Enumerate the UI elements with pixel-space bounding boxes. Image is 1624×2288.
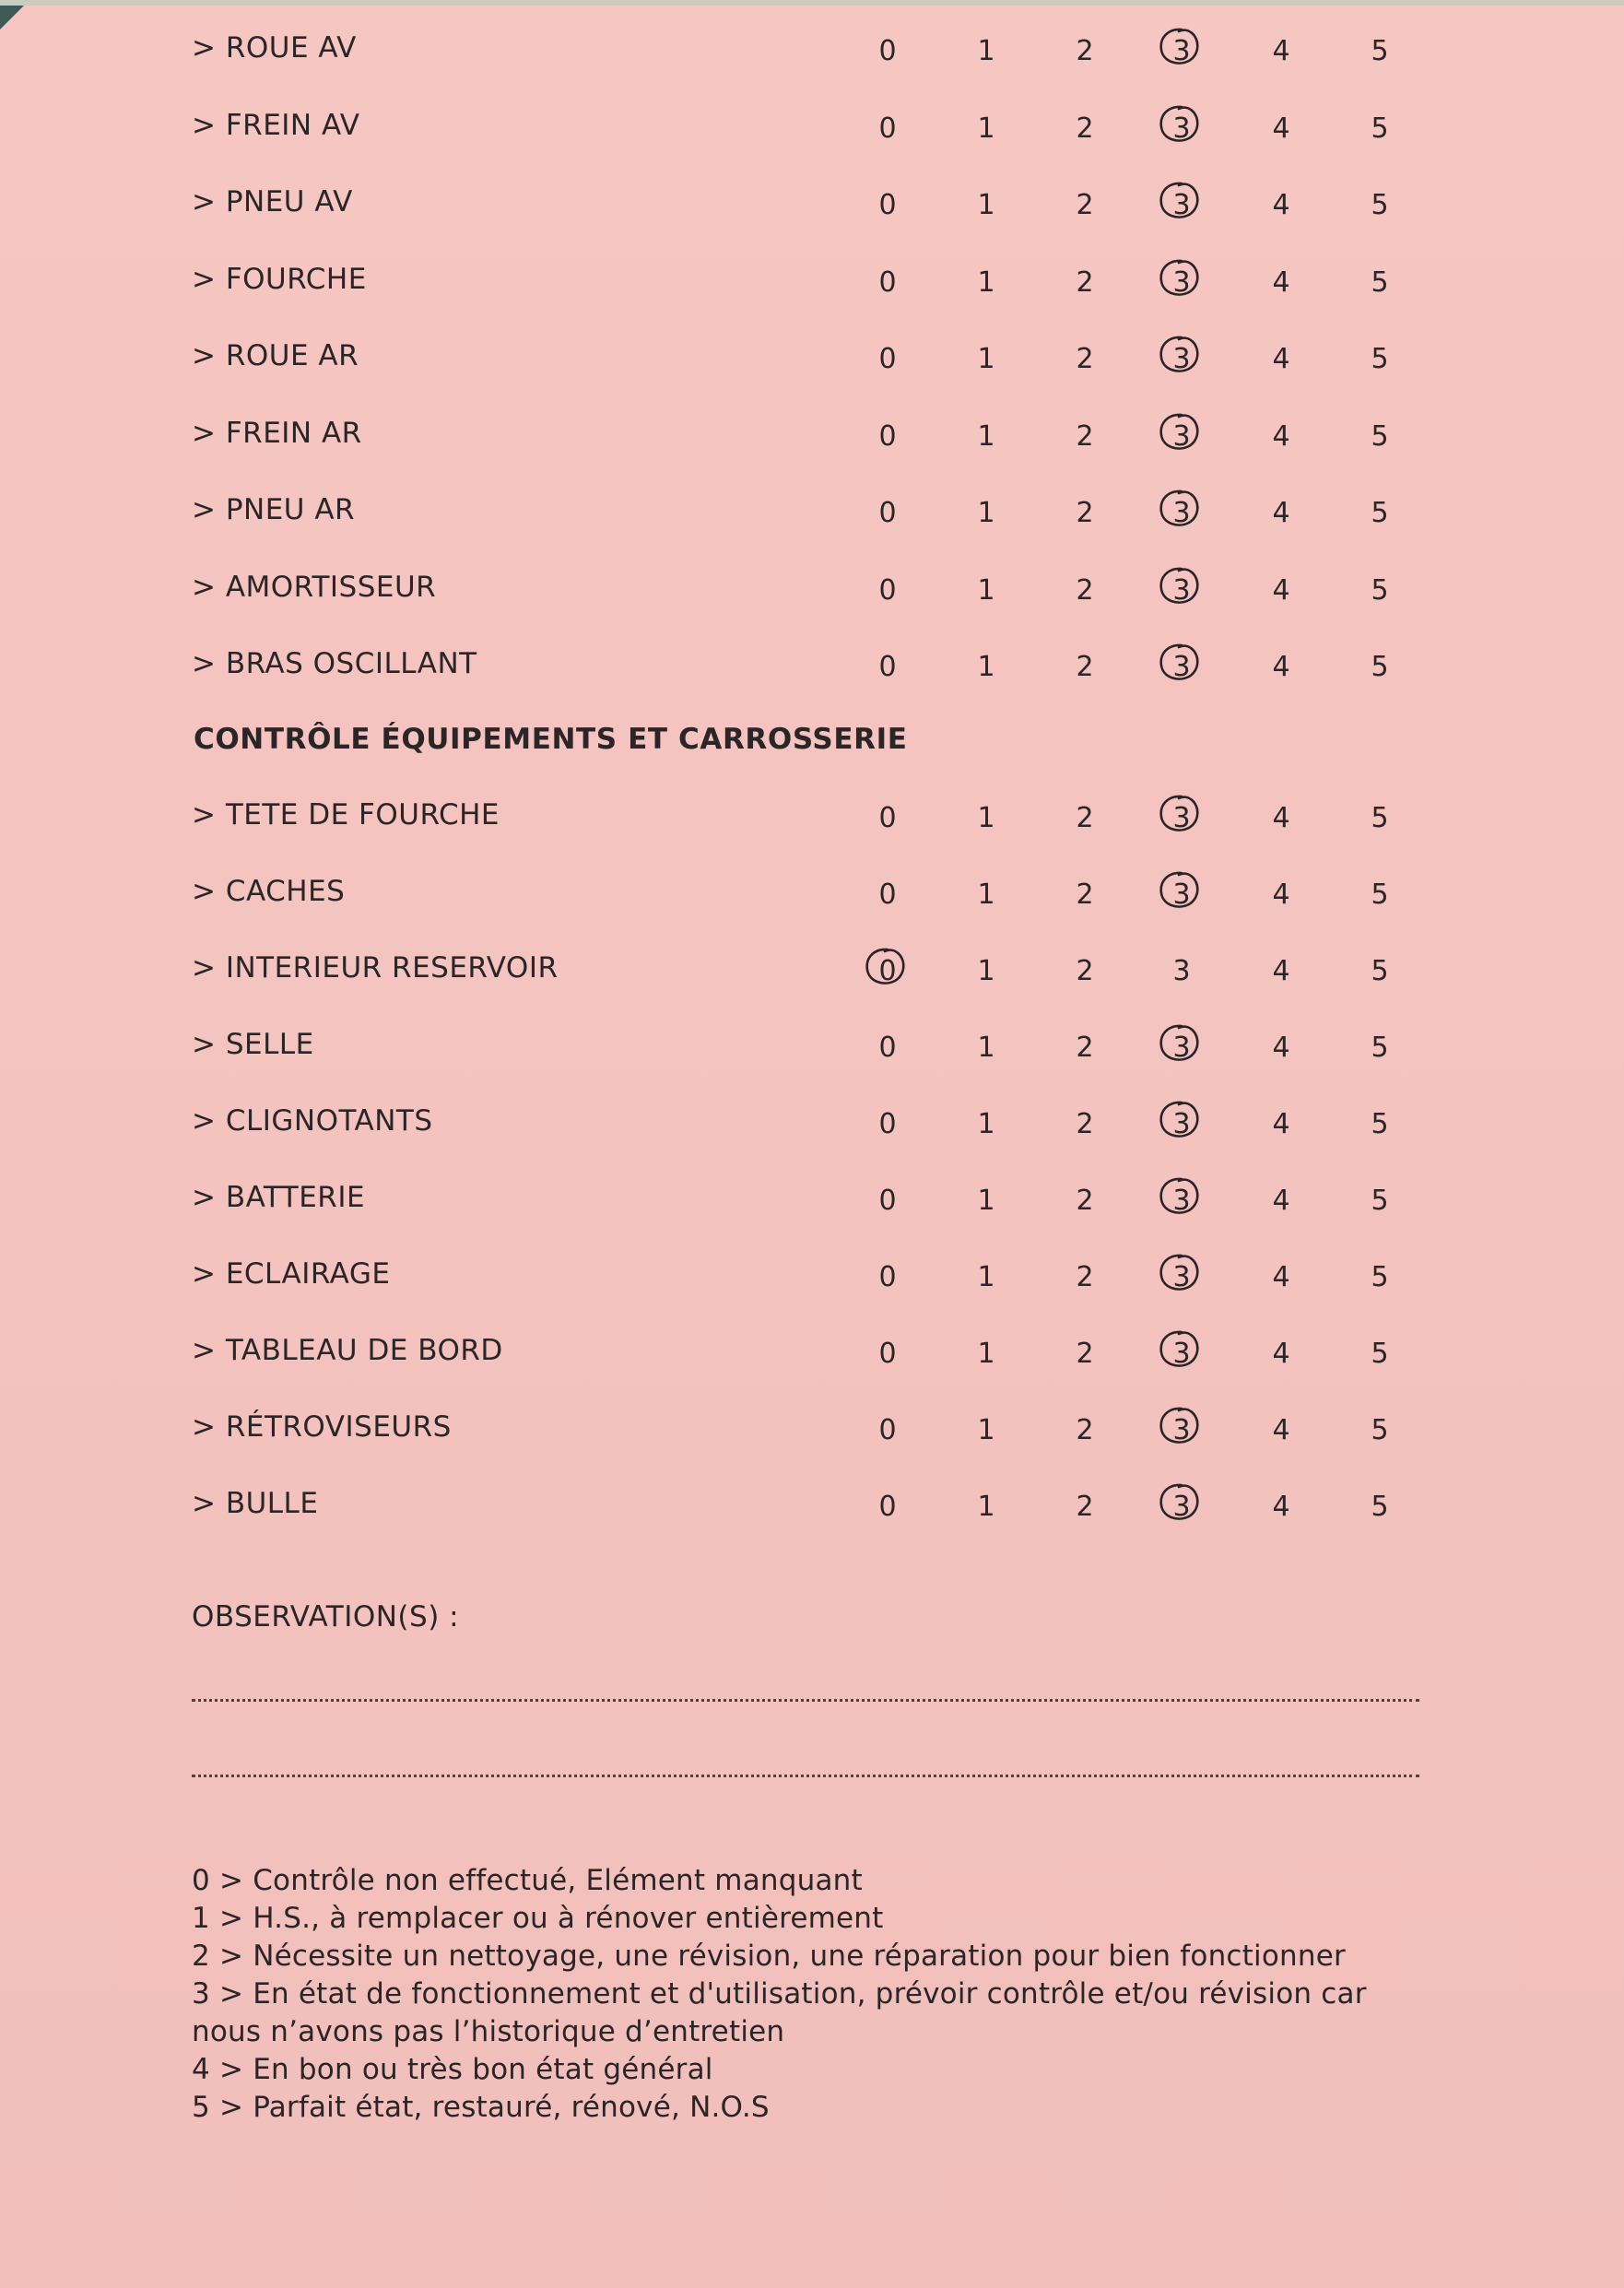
rating-option-4[interactable]: 4 — [1272, 497, 1290, 529]
handwritten-circle-mark — [1154, 563, 1206, 609]
rating-option-1[interactable]: 1 — [977, 343, 995, 375]
rating-option-4[interactable]: 4 — [1272, 1032, 1290, 1064]
rating-option-0[interactable]: 0 — [878, 651, 897, 683]
legend-item: 0 > Contrôle non effectué, Elément manquant — [192, 1864, 863, 1897]
rating-option-1[interactable]: 1 — [977, 1338, 995, 1370]
handwritten-circle-mark — [1154, 1327, 1206, 1373]
rating-option-5[interactable]: 5 — [1371, 1414, 1389, 1446]
rating-option-4[interactable]: 4 — [1272, 343, 1290, 375]
rating-option-0[interactable]: 0 — [878, 419, 897, 453]
rating-option-4[interactable]: 4 — [1272, 1108, 1290, 1140]
rating-option-0[interactable]: 0 — [878, 802, 897, 834]
rating-option-3[interactable]: 3 — [1163, 879, 1200, 911]
rating-option-5[interactable]: 5 — [1371, 189, 1389, 221]
rating-option-4[interactable]: 4 — [1272, 1185, 1290, 1217]
rating-row — [0, 1321, 1624, 1376]
rating-row-label: > BULLE — [192, 1487, 319, 1520]
rating-option-2[interactable]: 2 — [1076, 802, 1094, 834]
rating-option-1[interactable]: 1 — [977, 573, 995, 607]
rating-option-2[interactable]: 2 — [1076, 497, 1094, 529]
rating-option-1[interactable]: 1 — [977, 1261, 995, 1293]
rating-option-1[interactable]: 1 — [977, 1414, 995, 1446]
rating-option-4[interactable]: 4 — [1272, 265, 1290, 299]
handwritten-circle-mark — [1154, 867, 1206, 914]
rating-row-label: > PNEU AR — [192, 493, 356, 526]
rating-option-0[interactable]: 0 — [878, 1032, 897, 1064]
rating-option-4[interactable]: 4 — [1272, 189, 1290, 221]
handwritten-circle-mark — [1154, 1480, 1206, 1526]
rating-option-3[interactable]: 3 — [1172, 955, 1191, 987]
handwritten-circle-mark — [1154, 1097, 1206, 1143]
rating-row — [0, 326, 1624, 382]
rating-row — [0, 785, 1624, 841]
rating-option-4[interactable]: 4 — [1272, 879, 1290, 911]
rating-option-5[interactable]: 5 — [1371, 419, 1389, 453]
rating-option-2[interactable]: 2 — [1076, 1338, 1094, 1370]
rating-option-0[interactable]: 0 — [869, 955, 906, 987]
rating-option-2[interactable]: 2 — [1076, 189, 1094, 221]
rating-option-5[interactable]: 5 — [1371, 1261, 1389, 1293]
rating-option-2[interactable]: 2 — [1076, 1032, 1094, 1064]
rating-option-4[interactable]: 4 — [1272, 419, 1290, 453]
rating-option-0[interactable]: 0 — [878, 35, 897, 67]
rating-option-3[interactable]: 3 — [1163, 802, 1200, 834]
rating-option-1[interactable]: 1 — [977, 802, 995, 834]
rating-option-3[interactable]: 3 — [1163, 343, 1200, 375]
rating-row-label: > AMORTISSEUR — [192, 570, 437, 604]
rating-option-5[interactable]: 5 — [1371, 1338, 1389, 1370]
rating-option-2[interactable]: 2 — [1076, 112, 1094, 145]
rating-row — [0, 480, 1624, 536]
rating-row-label: > INTERIEUR RESERVOIR — [192, 951, 559, 985]
rating-option-2[interactable]: 2 — [1076, 651, 1094, 683]
rating-option-1[interactable]: 1 — [977, 265, 995, 299]
rating-option-5[interactable]: 5 — [1371, 497, 1389, 529]
rating-option-2[interactable]: 2 — [1076, 573, 1094, 607]
rating-option-5[interactable]: 5 — [1371, 1108, 1389, 1140]
rating-option-1[interactable]: 1 — [977, 1185, 995, 1217]
rating-option-0[interactable]: 0 — [878, 189, 897, 221]
rating-option-5[interactable]: 5 — [1371, 573, 1389, 607]
observation-line-1[interactable] — [192, 1699, 1419, 1702]
rating-option-2[interactable]: 2 — [1076, 1491, 1094, 1523]
rating-row-label: > FOURCHE — [192, 262, 367, 296]
rating-option-1[interactable]: 1 — [977, 1032, 995, 1064]
rating-row — [0, 1398, 1624, 1453]
rating-option-0[interactable]: 0 — [878, 497, 897, 529]
rating-option-4[interactable]: 4 — [1272, 112, 1290, 145]
rating-option-5[interactable]: 5 — [1371, 35, 1389, 67]
rating-option-1[interactable]: 1 — [977, 955, 995, 987]
handwritten-circle-mark — [1154, 1173, 1206, 1220]
rating-option-4[interactable]: 4 — [1272, 1491, 1290, 1523]
section-title-equipment: CONTRÔLE ÉQUIPEMENTS ET CARROSSERIE — [194, 723, 908, 756]
rating-option-3[interactable]: 3 — [1163, 112, 1200, 145]
rating-option-0[interactable]: 0 — [878, 112, 897, 145]
rating-option-3[interactable]: 3 — [1163, 1261, 1200, 1293]
rating-option-3[interactable]: 3 — [1163, 1185, 1200, 1217]
rating-option-1[interactable]: 1 — [977, 419, 995, 453]
rating-option-4[interactable]: 4 — [1272, 35, 1290, 67]
rating-row — [0, 172, 1624, 228]
handwritten-circle-mark — [1154, 1250, 1206, 1296]
rating-option-4[interactable]: 4 — [1272, 651, 1290, 683]
rating-option-3[interactable]: 3 — [1163, 420, 1200, 453]
rating-option-1[interactable]: 1 — [977, 189, 995, 221]
legend-item: 1 > H.S., à remplacer ou à rénover entièrement — [192, 1902, 884, 1935]
rating-option-5[interactable]: 5 — [1371, 265, 1389, 299]
rating-option-3[interactable]: 3 — [1163, 574, 1200, 607]
rating-option-3[interactable]: 3 — [1163, 1414, 1200, 1446]
rating-option-3[interactable]: 3 — [1163, 35, 1200, 67]
rating-option-2[interactable]: 2 — [1076, 879, 1094, 911]
rating-option-0[interactable]: 0 — [878, 1108, 897, 1140]
handwritten-circle-mark — [1154, 1020, 1206, 1067]
rating-option-3[interactable]: 3 — [1163, 1491, 1200, 1523]
handwritten-circle-mark — [1154, 255, 1206, 301]
rating-option-0[interactable]: 0 — [878, 1261, 897, 1293]
rating-row — [0, 1474, 1624, 1529]
rating-option-4[interactable]: 4 — [1272, 802, 1290, 834]
handwritten-circle-mark — [1154, 409, 1206, 455]
handwritten-circle-mark — [1154, 791, 1206, 837]
rating-option-0[interactable]: 0 — [878, 265, 897, 299]
rating-option-3[interactable]: 3 — [1163, 651, 1200, 683]
observations-label: OBSERVATION(S) : — [192, 1600, 460, 1633]
rating-option-2[interactable]: 2 — [1076, 265, 1094, 299]
handwritten-circle-mark — [1154, 24, 1206, 70]
rating-option-0[interactable]: 0 — [878, 879, 897, 911]
rating-option-3[interactable]: 3 — [1163, 497, 1200, 529]
legend-item: 3 > En état de fonctionnement et d'utilisation, prévoir contrôle et/ou révision car nous n’avons pas l’historique d’entretien — [192, 1977, 1376, 2048]
rating-option-3[interactable]: 3 — [1163, 266, 1200, 299]
rating-row — [0, 18, 1624, 74]
rating-option-5[interactable]: 5 — [1371, 955, 1389, 987]
rating-option-2[interactable]: 2 — [1076, 419, 1094, 453]
rating-option-4[interactable]: 4 — [1272, 573, 1290, 607]
rating-row — [0, 1091, 1624, 1147]
rating-row-label: > RÉTROVISEURS — [192, 1410, 452, 1444]
rating-option-5[interactable]: 5 — [1371, 1491, 1389, 1523]
rating-option-0[interactable]: 0 — [878, 1414, 897, 1446]
rating-option-2[interactable]: 2 — [1076, 35, 1094, 67]
rating-row — [0, 404, 1624, 459]
rating-option-0[interactable]: 0 — [878, 1491, 897, 1523]
rating-row-label: > TETE DE FOURCHE — [192, 798, 500, 831]
rating-row-label: > CLIGNOTANTS — [192, 1104, 433, 1138]
rating-option-2[interactable]: 2 — [1076, 1185, 1094, 1217]
rating-row — [0, 558, 1624, 613]
rating-row — [0, 1015, 1624, 1070]
handwritten-circle-mark — [1154, 178, 1206, 224]
rating-option-3[interactable]: 3 — [1163, 1338, 1200, 1370]
rating-row-label: > TABLEAU DE BORD — [192, 1334, 503, 1367]
rating-row-label: > ROUE AV — [192, 31, 357, 65]
rating-option-2[interactable]: 2 — [1076, 1414, 1094, 1446]
handwritten-circle-mark — [1154, 486, 1206, 532]
handwritten-circle-mark — [1154, 332, 1206, 378]
rating-option-4[interactable]: 4 — [1272, 1261, 1290, 1293]
rating-option-3[interactable]: 3 — [1163, 1108, 1200, 1140]
rating-row — [0, 1244, 1624, 1300]
rating-row-label: > FREIN AV — [192, 108, 360, 142]
rating-row-label: > PNEU AV — [192, 185, 353, 218]
rating-option-4[interactable]: 4 — [1272, 1338, 1290, 1370]
rating-option-5[interactable]: 5 — [1371, 1185, 1389, 1217]
rating-option-5[interactable]: 5 — [1371, 651, 1389, 683]
rating-option-1[interactable]: 1 — [977, 879, 995, 911]
legend-item: 5 > Parfait état, restauré, rénové, N.O.S — [192, 2091, 770, 2124]
rating-option-1[interactable]: 1 — [977, 112, 995, 145]
rating-option-2[interactable]: 2 — [1076, 1108, 1094, 1140]
rating-row-label: > CACHES — [192, 875, 346, 908]
rating-option-4[interactable]: 4 — [1272, 1414, 1290, 1446]
rating-row-label: > ECLAIRAGE — [192, 1257, 391, 1291]
rating-option-3[interactable]: 3 — [1163, 1032, 1200, 1064]
rating-option-5[interactable]: 5 — [1371, 112, 1389, 145]
observation-line-2[interactable] — [192, 1775, 1419, 1777]
rating-row-label: > ROUE AR — [192, 339, 359, 372]
rating-option-1[interactable]: 1 — [977, 497, 995, 529]
rating-row-label: > BRAS OSCILLANT — [192, 647, 477, 680]
rating-row — [0, 938, 1624, 994]
inspection-sheet — [0, 6, 1624, 2288]
rating-option-2[interactable]: 2 — [1076, 1261, 1094, 1293]
handwritten-circle-mark — [1154, 101, 1206, 147]
rating-option-0[interactable]: 0 — [878, 1338, 897, 1370]
rating-option-2[interactable]: 2 — [1076, 343, 1094, 375]
rating-row-label: > SELLE — [192, 1028, 314, 1061]
rating-option-1[interactable]: 1 — [977, 1108, 995, 1140]
rating-option-0[interactable]: 0 — [878, 1185, 897, 1217]
rating-option-5[interactable]: 5 — [1371, 1032, 1389, 1064]
rating-row — [0, 250, 1624, 305]
rating-row-label: > BATTERIE — [192, 1181, 366, 1214]
rating-legend — [192, 1862, 1427, 2127]
rating-option-0[interactable]: 0 — [878, 343, 897, 375]
rating-row — [0, 634, 1624, 690]
rating-option-1[interactable]: 1 — [977, 35, 995, 67]
rating-option-5[interactable]: 5 — [1371, 343, 1389, 375]
rating-option-5[interactable]: 5 — [1371, 879, 1389, 911]
handwritten-circle-mark — [1154, 1403, 1206, 1449]
rating-row — [0, 862, 1624, 917]
rating-option-5[interactable]: 5 — [1371, 802, 1389, 834]
rating-row — [0, 96, 1624, 151]
legend-item: 2 > Nécessite un nettoyage, une révision, une réparation pour bien fonctionner — [192, 1940, 1346, 1973]
rating-option-4[interactable]: 4 — [1272, 955, 1290, 987]
handwritten-circle-mark — [1154, 640, 1206, 686]
rating-option-1[interactable]: 1 — [977, 651, 995, 683]
rating-option-2[interactable]: 2 — [1076, 955, 1094, 987]
rating-option-1[interactable]: 1 — [977, 1491, 995, 1523]
rating-option-0[interactable]: 0 — [878, 573, 897, 607]
rating-option-3[interactable]: 3 — [1163, 189, 1200, 221]
rating-row — [0, 1168, 1624, 1223]
rating-row-label: > FREIN AR — [192, 416, 362, 450]
handwritten-circle-mark — [860, 944, 912, 990]
legend-item: 4 > En bon ou très bon état général — [192, 2053, 713, 2086]
